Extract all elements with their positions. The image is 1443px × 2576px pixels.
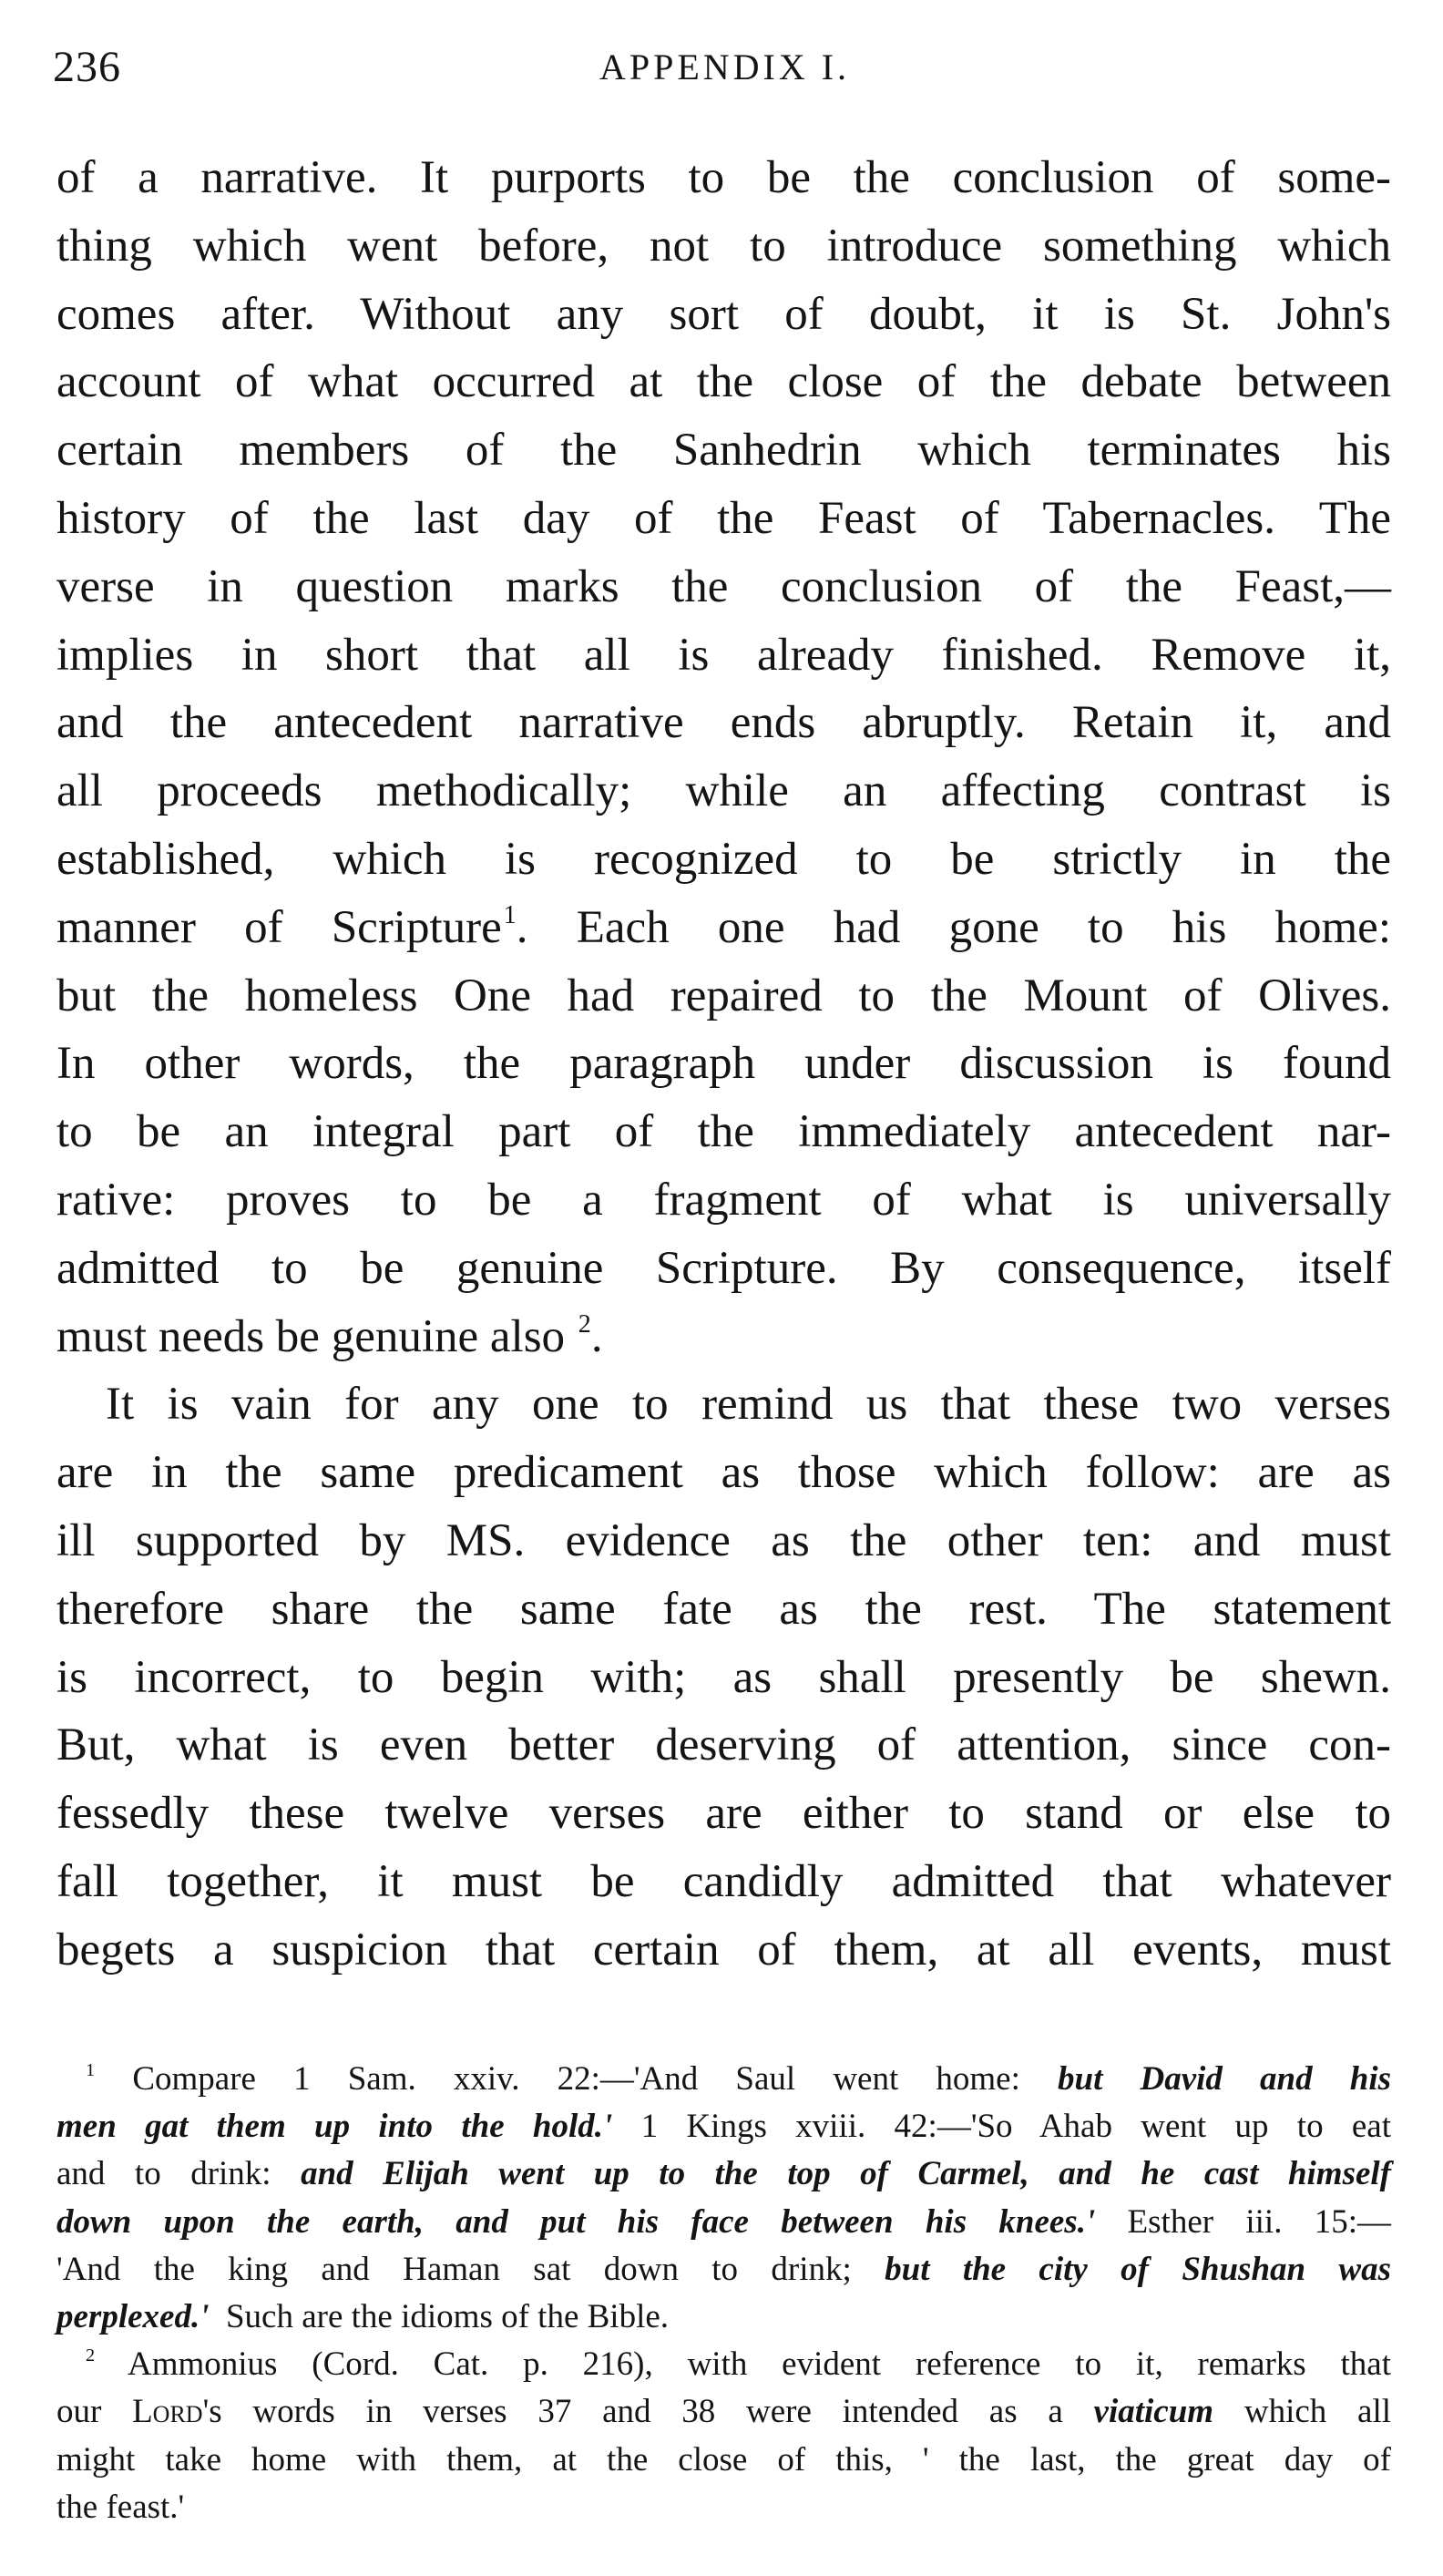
text-line: comes after. Without any sort of doubt, it is St. John's [56,288,1391,340]
text-line: is incorrect, to begin with; as shall presently be shewn. [56,1651,1391,1703]
text-line: certain members of the Sanhedrin which terminates his [56,425,1391,477]
footnote-italic: but David and his [1058,2060,1392,2098]
body-text [56,144,1391,1985]
footnote-line [56,2103,1391,2150]
footnote-text: 1 Kings xviii. 42:—'So Ahab went up to eat [640,2108,1391,2146]
text-line: implies in short that all is already finished. Remove it, [56,629,1391,681]
footnote-marker: 1 [86,2059,96,2080]
text-line: fall together, it must be candidly admitted that whatever [56,1855,1391,1907]
footnote-1 [56,2056,1391,2341]
text-line: thing which went before, not to introduce something which [56,220,1391,272]
footnote-text: 'And the king and Haman sat down to drink; [56,2250,852,2288]
footnote-italic: viaticum [1093,2393,1214,2431]
footnote-italic: but the city of Shushan was [885,2250,1392,2288]
footnote-text: Compare 1 Sam. xxiv. 22:—'And Saul went home: [132,2060,1020,2098]
text-line: rative: proves to be a fragment of what is universally [56,1174,1391,1226]
text-line: ill supported by MS. evidence as the other ten: and must [56,1514,1391,1566]
text-line: verse in question marks the conclusion of the Feast,— [56,560,1391,612]
footnote-line [56,2294,1391,2341]
text-line: fessedly these twelve verses are either to stand or else to [56,1788,1391,1840]
text-line: of a narrative. It purports to be the conclusion of some- [56,152,1391,203]
footnote-line: might take home with them, at the close of this, ' the last, the great day of [56,2440,1391,2479]
footnote-italic: down upon the earth, and put his face between his knees.' [56,2202,1096,2241]
text-line: history of the last day of the Feast of Tabernacles. The [56,492,1391,544]
footnote-ref-1[interactable]: 1 [503,900,517,929]
footnote-text: and to drink: [56,2155,271,2193]
footnote-italic: men gat them up into the hold.' [56,2108,613,2146]
footnote-marker: 2 [86,2345,96,2366]
footnote-ref-2[interactable]: 2 [578,1309,591,1339]
text-line: therefore share the same fate as the rest. The statement [56,1583,1391,1635]
footnote-line [56,2341,1391,2388]
footnote-line [56,2056,1391,2103]
footnote-text: Ammonius (Cord. Cat. p. 216), with evident reference to it, remarks that [127,2345,1391,2384]
text-line: It is vain for any one to remind us that these two verses [106,1379,1391,1431]
text-line: are in the same predicament as those which follow: are as [56,1447,1391,1499]
footnote-text: our [56,2393,102,2431]
footnote-smallcaps: Lord [132,2393,203,2431]
text-line: but the homeless One had repaired to the Mount of Olives. [56,970,1391,1021]
footnotes [56,2056,1391,2531]
line-text: must needs be genuine also [56,1310,566,1362]
footnote-line: the feast.' [56,2488,185,2526]
footnote-line [56,2388,1391,2436]
footnote-line [56,2199,1391,2246]
footnote-2 [56,2341,1391,2531]
text-line: In other words, the paragraph under discussion is found [56,1038,1391,1090]
text-line: to be an integral part of the immediately antecedent nar- [56,1106,1391,1158]
text-line [56,1303,1391,1371]
running-head [53,42,1397,97]
running-title: APPENDIX I. [599,46,851,87]
text-line: account of what occurred at the close of the debate between [56,356,1391,408]
footnote-line [56,2246,1391,2294]
text-line: begets a suspicion that certain of them, at all events, must [56,1924,1391,1976]
paragraph-1 [56,144,1391,1370]
page-number: 236 [53,43,121,91]
footnote-line [56,2150,1391,2198]
text-line: admitted to be genuine Scripture. By consequence, itself [56,1242,1391,1294]
footnote-text: Such are the idioms of the Bible. [225,2297,670,2335]
line-text: manner of Scripture [56,901,502,953]
text-line: and the antecedent narrative ends abruptly. Retain it, and [56,697,1391,749]
footnote-italic: and Elijah went up to the top of Carmel, and he cast himself [301,2155,1391,2193]
text-line: established, which is recognized to be strictly in the [56,833,1391,885]
paragraph-2 [56,1370,1391,1984]
text-line: all proceeds methodically; while an affecting contrast is [56,765,1391,817]
footnote-text: Esther iii. 15:— [1127,2202,1392,2241]
footnote-text: 's words in verses 37 and 38 were intended as a [202,2393,1063,2431]
text-line [56,894,1391,962]
line-text: . [590,1310,603,1362]
footnote-text: which all [1243,2393,1391,2431]
line-text: . Each one had gone to his home: [516,901,1391,953]
text-line: But, what is even better deserving of attention, since con- [56,1719,1391,1771]
footnote-italic: perplexed.' [56,2297,210,2335]
